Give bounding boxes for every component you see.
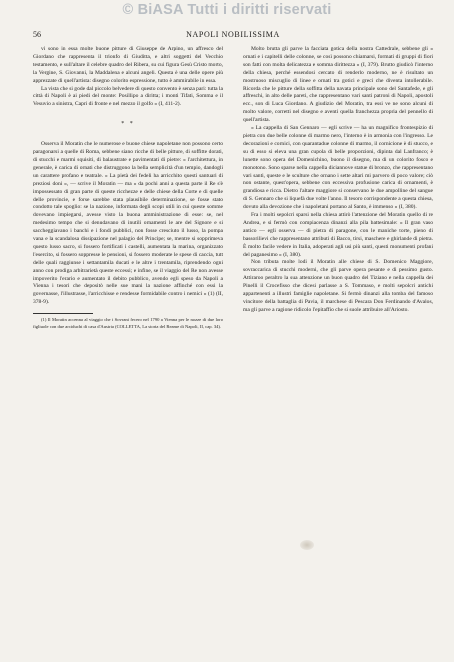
paragraph: Molto brutta gli parve la facciata gotica della nostra Cattedrale, sebbene gli « ornati e i capitelli delle colonne, se così possono chiamarsi, formati di gruppi di fiori son fatti con molta delicatezza e somma dirittezza » (I, 379). Brutto giudicò l'interno della chiesa, perché essendosi cercato di renderlo moderno, ne è risultato un mostruoso miscuglio di linee e ornati tra gotici e greci che diventa intollerabile. Ricorda che le pitture della soffitta della navata principale sono del Santafede, e gli affreschi, in alto delle pareti, che rappresentano vari santi patroni di Napoli, apostoli ecc., son di Luca Giordano. A giudizio del Moratin, tra essi ve ne sono alcuni di molto valore, corretti nel disegno e aventi quella franchezza propria del pennello di quell'artista. <box>243 46 433 124</box>
paragraph: vi sono in essa molte buone pitture di Giuseppe de Arpino, un affresco del Giordano che rappresenta il trionfo di Giuditta, e altri soggetti del Vecchio testamento, e sull'altare il celebre quadro del Ribera, su cui figura Gesù Cristo morto, la Vergine, S. Giovanni, la Maddalena e alcuni angeli. Questa è una delle opere più apprezzate di quell'artista: disegno colorito espressione, tutto è ammirabile in essa. <box>33 46 223 84</box>
page-number: 56 <box>33 30 41 39</box>
footnote-rule <box>33 313 93 314</box>
copyright-watermark: © BiASA Tutti i diritti riservati <box>122 2 332 18</box>
paragraph: Fra i molti sepolcri sparsi nella chiesa attirò l'attenzione del Moratin quello di re Andrea, e si fermò con compiacenza dinanzi alla pila battesimale: « Il gran vaso antico — egli osserva — di pietra di paragone, con le maniche torte, pieno di bassorilievi che rappresentano attributi di Bacco, tirsi, maschere e ghirlande di pietra. È molto facile vedere in Italia, adoperati agli usi più santi, questi monumenti profani del paganesimo » (I, 380). <box>243 212 433 258</box>
left-column <box>33 46 223 330</box>
paragraph: « La cappella di San Gennaro — egli scrive — ha un magnifico frontespizio di pietra con due belle colonne di marmo nero, l'interno è in armonia con l'ingresso. Le decorazioni e cornici, con quarantadue colonne di marmo, il cornicione è di stucco, e su di esso si eleva una gran cupola di belle proporzioni, dipinta dal Lanfranco; è lunette sono opera del Domenichino, buono il disegno, ma di un colorito fosco e monotono. Sono sparse nella cappella diciannove statue di bronzo, che rappresentano vari santi, queste e le sculture che ornano i sette altari mi parvero di poco valore; ciò non ostante, quest'opera, sebbene con eccessiva profusione carica di ornamenti, è grandiosa e ricca. Dietro l'altare maggiore si conservano le due ampolline del sangue di S. Gennaro che si liquefà due volte l'anno. Il tesoro corrispondente a questa chiesa, dovuto alla devozione che i napoletani portano al Santo, è immenso » (I, 380). <box>243 125 433 211</box>
paragraph: Osserva il Moratin che le numerose e buone chiese napoletane non possono certo paragonarsi a quelle di Roma, sebbene siano ricche di belle pitture, di soffitte dorati, di stucchi e marmi squisiti, di balaustrate e pavimentati di pietre: « l'architettura, in generale, è carica di ornati che distruggono la bella semplicità d'un tempio, dandogli un carattere profano e teatrale. « La pietà dei fedeli ha arricchito questi santuari di preziosi doni », — scrive il Moratin — ma « da pochi anni a questa parte il Re s'è impossessato di gran parte di queste ricchezze e delle chiese della Corte e di quelle delle provincie, e forse sarebbe stata plausibile determinazione, se fosse stato condotto tale spoglio: se la nazione, informata degli scopi utili in cui queste somme dovevano impiegarsi, avesse visto la buona amministrazione di esse: se, nel medesimo tempo che si denudavano di inutili ornamenti le are del Signore e si saccheggiavano i banchi e i fondi pubblici, non fosse cresciuto il lusso, la pompa vana e la scandalosa dissipazione nel palagio del Principe; se, mentre si sopprimeva questo lusso sacro, si fossero fortificati i castelli, aumentata la marina, organizzato l'esercito, si fossero soppresse le pensioni, si fossero moderate le spese di caccia, tutt delle quali raggiunse i settantamila ducati e le altre i trentamila, riprendendo ogni anno con prodiga arbitrarietà queste eccessi; e infine, se il viaggio del Re non avesse impoverito l'erario e aumentato il debito pubblico, avendo egli speso da Napoli a Vienna i tesori che depositò nelle sue mani la nazione affinché con essi la governasse, l'illustrasse, l'arricchisse e rendesse formidabile contro i nemici » (1) (II, 378-9). <box>33 141 223 306</box>
running-title: NAPOLI NOBILISSIMA <box>186 30 280 39</box>
right-column <box>243 46 433 315</box>
footnote: (1) Il Moratin accenna al viaggio che i Sovrani fecero nel 1790 a Vienna per le nozze di due loro figliuole con due arciduchi di casa d'Austria (COLLETTA, La storia del Reame di Napoli, II, cap. 34). <box>33 317 223 329</box>
page-header <box>33 30 433 42</box>
section-separator: * * <box>121 121 135 128</box>
paragraph: La vista che si gode dal piccolo belvedere di questo convento è senza pari: tutta la città di Napoli è ai piedi del monte: Posillipo a diritta; i monti Tifati, Somma e il Vesuvio a sinistra, Capri di fronte e nel mezzo il golfo » (I, 411-2). <box>33 85 223 108</box>
paragraph: Non tributa molte lodi il Moratin alle chiese di S. Domenico Maggiore, sovraccarica di stucchi moderni, che gli parve opera pesante e di pessimo gusto. Attiraroo peraltro la sua attenzione un buon quadro del Tiziano e nella cappella dei Pinelli il Crocefisso che dicesi parlasse a S. Tommaso, e molti sepolcri antichi appartenenti a illustri famiglie napoletane. Si fermò dinanzi alla tomba del famoso vincitore della battaglia di Pavia, il marchese di Pescara Don Ferdinando d'Avalos, ma gli parve a ragione ridicolo l'epitaffio che si suole attribuire all'Ariosto. <box>243 259 433 313</box>
paper-stain <box>300 540 314 550</box>
